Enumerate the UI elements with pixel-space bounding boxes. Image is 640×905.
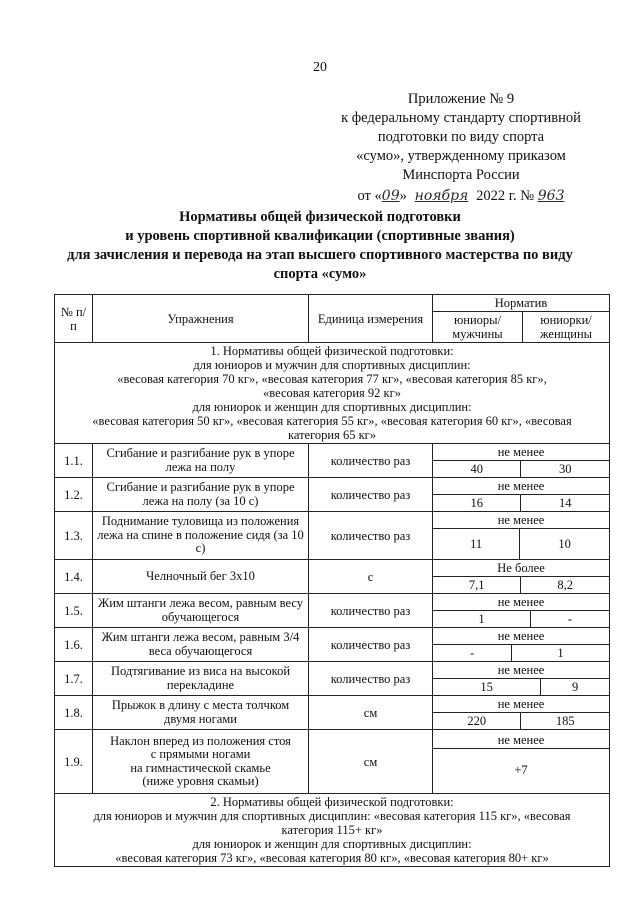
row-exercise-line: с прямыми ногами: [150, 747, 251, 761]
row-condition: Не более: [497, 561, 545, 575]
row-exercise-line: (ниже уровня скамьи): [142, 774, 259, 788]
row-exercise: Подтягивание из виса на высокой перекладине: [93, 662, 309, 696]
row-num: 1.8.: [55, 696, 93, 730]
document-title: [30, 208, 610, 284]
row-unit: с: [309, 560, 433, 594]
date-day-handwritten: 09: [381, 188, 400, 204]
table-row: [55, 444, 610, 478]
row-men-value: 16: [433, 495, 521, 512]
table-row: [55, 730, 610, 794]
section-1-line: для юниорок и женщин для спортивных дисциплин:: [192, 400, 472, 414]
row-unit: количество раз: [309, 444, 433, 478]
row-women-value: 1: [512, 645, 609, 662]
row-standard: [433, 628, 610, 662]
appendix-header: [316, 90, 606, 206]
row-women-value: 10: [520, 529, 609, 560]
row-women-value: 14: [521, 495, 609, 512]
row-exercise: Поднимание туловища из положения лежа на спине в положение сидя (за 10 с): [93, 512, 309, 560]
norms-table: [54, 294, 610, 867]
section-1-line: «весовая категория 92 кг»: [263, 386, 401, 400]
section-2-line: категория 115+ кг»: [281, 823, 383, 837]
row-women-value: 9: [541, 679, 609, 696]
table-row: [55, 662, 610, 696]
date-prefix: от «: [357, 188, 382, 204]
section-1-line: для юниоров и мужчин для спортивных дисциплин:: [193, 358, 471, 372]
row-standard: [433, 696, 610, 730]
table-row: [55, 594, 610, 628]
row-num: 1.4.: [55, 560, 93, 594]
header-norm: Норматив: [433, 295, 610, 312]
row-unit: количество раз: [309, 478, 433, 512]
section-1-line: категория 65 кг»: [287, 428, 377, 442]
row-num: 1.2.: [55, 478, 93, 512]
row-unit: количество раз: [309, 662, 433, 696]
row-standard: [433, 560, 610, 594]
row-condition: не менее: [497, 663, 545, 677]
date-mid: »: [399, 188, 407, 204]
row-exercise: [93, 730, 309, 794]
table-row: [55, 628, 610, 662]
header-women: юниорки/ женщины: [523, 312, 610, 343]
row-condition: не менее: [497, 733, 545, 747]
row-exercise-line: Наклон вперед из положения стоя: [110, 733, 291, 748]
section-2-row: [55, 794, 610, 867]
row-women-value: 185: [521, 713, 609, 730]
row-exercise: Челночный бег 3x10: [93, 560, 309, 594]
section-2-line: 2. Нормативы общей физической подготовки:: [210, 795, 454, 809]
row-condition: не менее: [497, 595, 545, 609]
section-1-line: «весовая категория 50 кг», «весовая категория 55 кг», «весовая категория 60 кг», «весовая: [92, 414, 572, 428]
row-unit: см: [309, 730, 433, 794]
page-number: 20: [313, 60, 327, 75]
row-men-value: 220: [433, 713, 521, 730]
row-exercise-line: на гимнастической скамье: [130, 760, 271, 775]
section-1-row: [55, 343, 610, 444]
row-women-value: 30: [521, 461, 609, 478]
row-women-value: -: [530, 611, 609, 628]
section-1-line: 1. Нормативы общей физической подготовки:: [210, 344, 454, 358]
row-unit: см: [309, 696, 433, 730]
row-unit: количество раз: [309, 594, 433, 628]
section-1-line: «весовая категория 70 кг», «весовая категория 77 кг», «весовая категория 85 кг»,: [117, 372, 547, 386]
order-number-handwritten: 963: [537, 188, 565, 204]
appendix-line-1: Приложение № 9: [407, 91, 515, 107]
section-2-line: «весовая категория 73 кг», «весовая категория 80 кг», «весовая категория 80+ кг»: [115, 851, 549, 865]
row-men-value: 40: [433, 461, 521, 478]
header-men: юниоры/ мужчины: [433, 312, 523, 343]
title-line-2: и уровень спортивной квалификации (спортивные звания): [125, 228, 515, 244]
appendix-line-2: к федеральному стандарту спортивной: [341, 110, 581, 126]
row-num: 1.1.: [55, 444, 93, 478]
row-num: 1.3.: [55, 512, 93, 560]
row-unit: количество раз: [309, 512, 433, 560]
row-num: 1.9.: [55, 730, 93, 794]
section-2-text: [55, 794, 610, 867]
row-exercise: Сгибание и разгибание рук в упоре лежа на полу (за 10 с): [93, 478, 309, 512]
row-women-value: 8,2: [521, 577, 609, 594]
row-condition: не менее: [497, 629, 545, 643]
row-num: 1.7.: [55, 662, 93, 696]
appendix-line-5: Минспорта России: [402, 167, 520, 183]
header-num: № п/п: [55, 295, 93, 343]
row-combined-value: +7: [433, 749, 609, 792]
row-men-value: 7,1: [433, 577, 521, 594]
row-men-value: 11: [433, 529, 520, 560]
header-row: [55, 295, 610, 312]
row-standard: [433, 594, 610, 628]
table-row: [55, 560, 610, 594]
row-standard: [433, 444, 610, 478]
table-row: [55, 478, 610, 512]
title-line-3: для зачисления и перевода на этап высшего спортивного мастерства по виду: [67, 247, 573, 263]
date-month-handwritten: ноября: [414, 188, 469, 204]
row-standard: [433, 730, 610, 794]
row-num: 1.6.: [55, 628, 93, 662]
section-2-line: для юниорок и женщин для спортивных дисциплин:: [192, 837, 472, 851]
appendix-date-line: [316, 187, 606, 206]
row-condition: не менее: [497, 697, 545, 711]
row-men-value: -: [433, 645, 512, 662]
row-standard: [433, 512, 610, 560]
row-num: 1.5.: [55, 594, 93, 628]
title-line-4: спорта «сумо»: [273, 266, 367, 282]
row-men-value: 15: [433, 679, 541, 696]
date-year: 2022 г. №: [476, 188, 535, 204]
appendix-line-3: подготовки по виду спорта: [377, 129, 545, 145]
section-1-text: [55, 343, 610, 444]
table-row: [55, 512, 610, 560]
row-exercise: Жим штанги лежа весом, равным весу обучающегося: [93, 594, 309, 628]
row-condition: не менее: [497, 479, 545, 493]
title-line-1: Нормативы общей физической подготовки: [179, 209, 461, 225]
row-standard: [433, 662, 610, 696]
header-exercise: Упражнения: [93, 295, 309, 343]
row-exercise: Жим штанги лежа весом, равным 3/4 веса обучающегося: [93, 628, 309, 662]
row-condition: не менее: [497, 513, 545, 527]
section-2-line: для юниоров и мужчин для спортивных дисциплин: «весовая категория 115 кг», «весовая: [93, 809, 571, 823]
row-exercise: Прыжок в длину с места толчком двумя ногами: [93, 696, 309, 730]
header-unit: Единица измерения: [309, 295, 433, 343]
row-condition: не менее: [497, 445, 545, 459]
row-exercise: Сгибание и разгибание рук в упоре лежа на полу: [93, 444, 309, 478]
table-row: [55, 696, 610, 730]
appendix-line-4: «сумо», утвержденному приказом: [356, 148, 566, 164]
row-unit: количество раз: [309, 628, 433, 662]
row-men-value: 1: [433, 611, 530, 628]
row-standard: [433, 478, 610, 512]
